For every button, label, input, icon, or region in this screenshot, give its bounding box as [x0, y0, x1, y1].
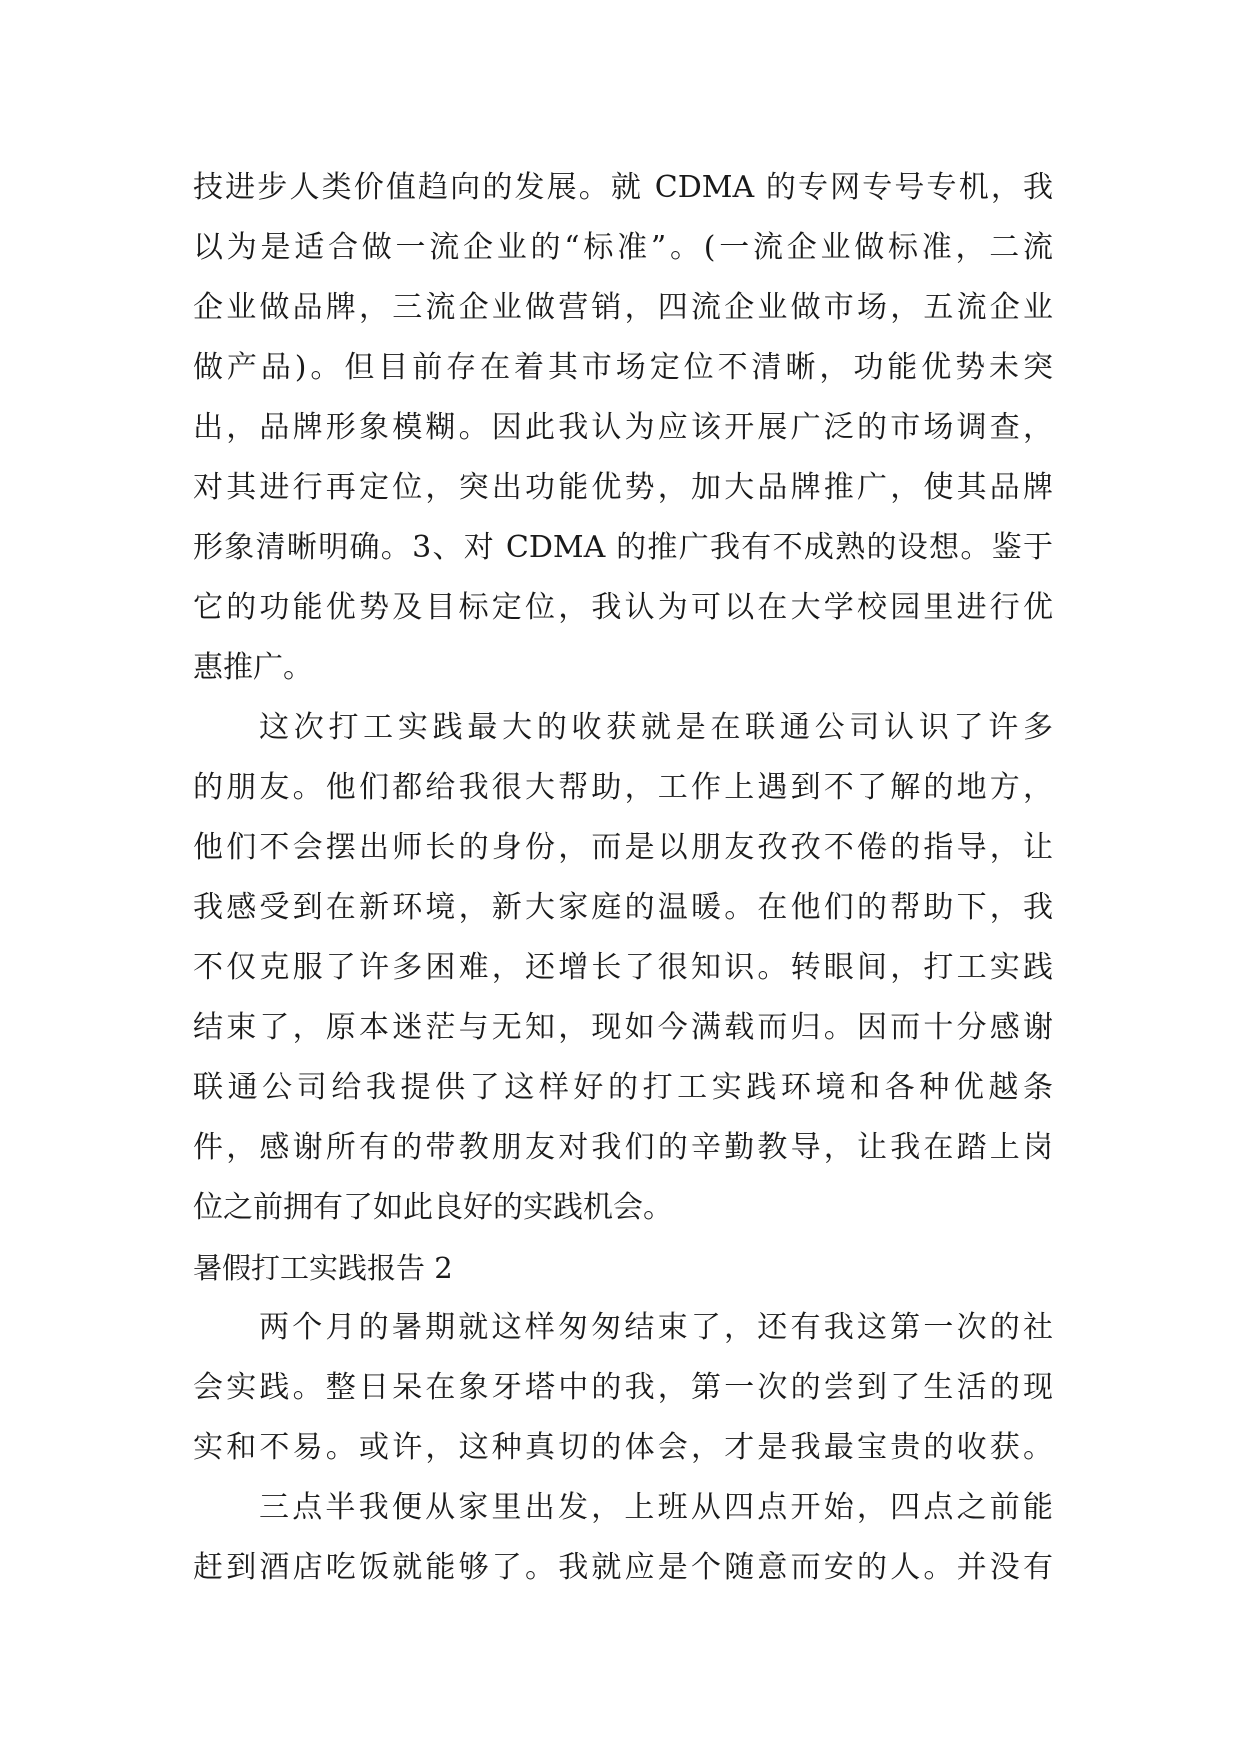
- text-line: 实和不易。或许，这种真切的体会，才是我最宝贵的收获。: [193, 1430, 1053, 1465]
- text-line: 的朋友。他们都给我很大帮助，工作上遇到不了解的地方，: [193, 770, 1053, 805]
- paragraph: [193, 1478, 1053, 1598]
- text-line: 出，品牌形象模糊。因此我认为应该开展广泛的市场调查，: [193, 410, 1053, 445]
- text-line: 结束了，原本迷茫与无知，现如今满载而归。因而十分感谢: [193, 1010, 1053, 1045]
- text-line: 件，感谢所有的带教朋友对我们的辛勤教导，让我在踏上岗: [193, 1130, 1053, 1165]
- text-line: 它的功能优势及目标定位，我认为可以在大学校园里进行优: [193, 590, 1053, 625]
- text-line: 做产品)。但目前存在着其市场定位不清晰，功能优势未突: [193, 350, 1053, 385]
- text-line: 三点半我便从家里出发，上班从四点开始，四点之前能: [259, 1490, 1053, 1525]
- text-line: 技进步人类价值趋向的发展。就 CDMA 的专网专号专机，我: [193, 170, 1053, 205]
- text-line: 不仅克服了许多困难，还增长了很知识。转眼间，打工实践: [193, 950, 1053, 985]
- text-line: 两个月的暑期就这样匆匆结束了，还有我这第一次的社: [259, 1310, 1053, 1345]
- text-line: 惠推广。: [193, 650, 313, 685]
- section-heading: [193, 1238, 1053, 1298]
- text-line: 位之前拥有了如此良好的实践机会。: [193, 1190, 673, 1225]
- text-line: 我感受到在新环境，新大家庭的温暖。在他们的帮助下，我: [193, 890, 1053, 925]
- text-line: 赶到酒店吃饭就能够了。我就应是个随意而安的人。并没有: [193, 1550, 1053, 1585]
- paragraph: [193, 158, 1053, 698]
- text-line: 联通公司给我提供了这样好的打工实践环境和各种优越条: [193, 1070, 1053, 1105]
- paragraph: [193, 698, 1053, 1238]
- document-body: [193, 158, 1053, 1598]
- paragraph: [193, 1298, 1053, 1478]
- text-line: 企业做品牌，三流企业做营销，四流企业做市场，五流企业: [193, 290, 1053, 325]
- text-line: 形象清晰明确。3、对 CDMA 的推广我有不成熟的设想。鉴于: [193, 530, 1053, 565]
- text-line: 这次打工实践最大的收获就是在联通公司认识了许多: [259, 710, 1053, 745]
- heading-text: 暑假打工实践报告 2: [193, 1251, 453, 1285]
- text-line: 他们不会摆出师长的身份，而是以朋友孜孜不倦的指导，让: [193, 830, 1053, 865]
- text-line: 会实践。整日呆在象牙塔中的我，第一次的尝到了生活的现: [193, 1370, 1053, 1405]
- text-line: 对其进行再定位，突出功能优势，加大品牌推广，使其品牌: [193, 470, 1053, 505]
- text-line: 以为是适合做一流企业的“标准”。(一流企业做标准，二流: [193, 230, 1053, 265]
